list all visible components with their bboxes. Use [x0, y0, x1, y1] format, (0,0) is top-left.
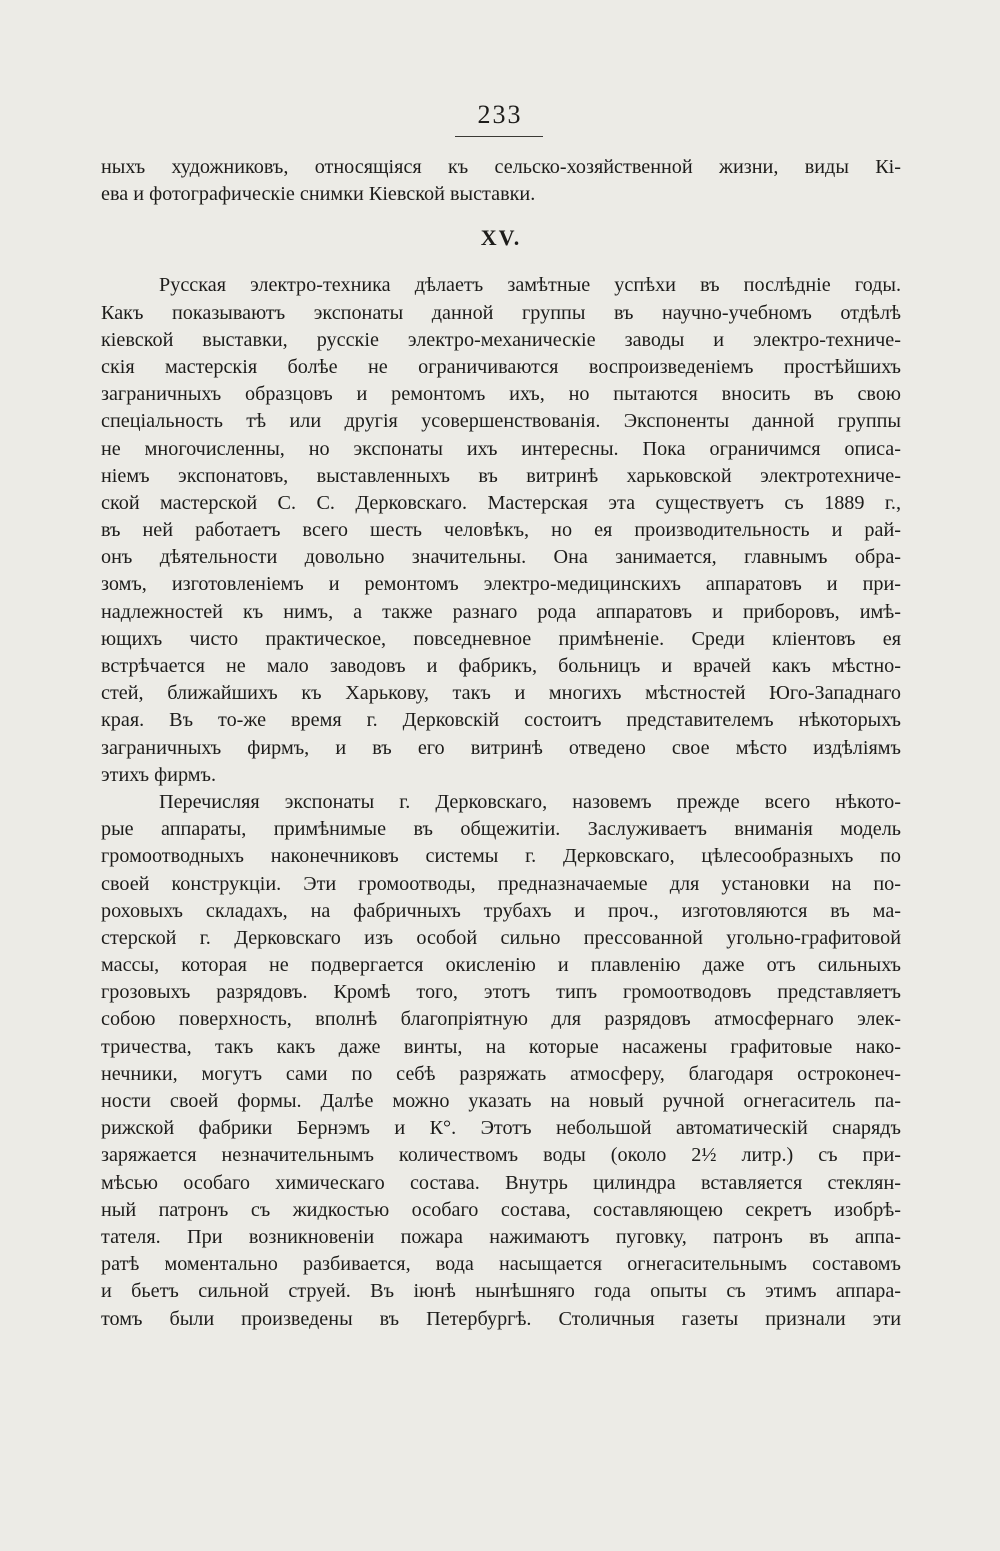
text-line: Русская электро-техника дѣлаетъ замѣтные успѣхи въ послѣдніе годы.: [159, 274, 901, 297]
text-line: Перечисляя экспонаты г. Дерковскаго, назовемъ прежде всего нѣкото-: [159, 790, 901, 813]
text-line: ратѣ моментально разбивается, вода насыщается огнегасительнымъ составомъ: [101, 1253, 901, 1276]
text-line: нечники, могутъ сами по себѣ разряжать атмосферу, благодаря остроконеч-: [101, 1062, 901, 1085]
text-line: массы, которая не подвергается окисленію и плавленію даже отъ сильныхъ: [101, 954, 901, 977]
text-line: ныхъ художниковъ, относящіяся къ сельско-хозяйственной жизни, виды Кі-: [101, 156, 901, 178]
body-text: [101, 154, 901, 1333]
continuation-paragraph: [101, 154, 901, 208]
text-line: тателя. При возникновеніи пожара нажимаютъ пуговку, патронъ въ аппа-: [101, 1225, 901, 1248]
text-line: грозовыхъ разрядовъ. Кромѣ того, этотъ типъ громоотводовъ представляетъ: [101, 981, 901, 1004]
text-line: заграничныхъ фирмъ, и въ его витринѣ отведено свое мѣсто издѣліямъ: [101, 736, 901, 759]
paragraph-2: [101, 789, 901, 1333]
text-line: не многочисленны, но экспонаты ихъ интересны. Пока ограничимся описа-: [101, 437, 901, 460]
text-line: края. Въ то-же время г. Дерковскій состоитъ представителемъ нѣкоторыхъ: [101, 709, 901, 732]
page-number-rule: [455, 136, 543, 137]
text-line: зомъ, изготовленіемъ и ремонтомъ электро-медицинскихъ аппаратовъ и при-: [101, 573, 901, 596]
text-line: въ ней работаетъ всего шесть человѣкъ, но ея производительность и рай-: [101, 519, 901, 542]
text-line: томъ были произведены въ Петербургѣ. Столичныя газеты признали эти: [101, 1307, 901, 1330]
text-line: скія мастерскія болѣе не ограничиваются воспроизведеніемъ простѣйшихъ: [101, 355, 901, 378]
text-line: ности своей формы. Далѣе можно указать на новый ручной огнегаситель па-: [101, 1090, 901, 1112]
paragraph-1: [101, 272, 901, 789]
text-line: роховыхъ складахъ, на фабричныхъ трубахъ и проч., изготовляются въ ма-: [101, 899, 901, 922]
text-line: Какъ показываютъ экспонаты данной группы въ научно-учебномъ отдѣлѣ: [101, 301, 901, 324]
text-line: мѣсью особаго химическаго состава. Внутрь цилиндра вставляется стеклян-: [101, 1171, 901, 1194]
text-line: онъ дѣятельности довольно значительны. Она занимается, главнымъ обра-: [101, 546, 901, 569]
text-line: ный патронъ съ жидкостью особаго состава, составляющею секретъ изобрѣ-: [101, 1198, 901, 1221]
text-line: ской мастерской С. С. Дерковскаго. Мастерская эта существуетъ съ 1889 г.,: [101, 491, 901, 514]
text-line: этихъ фирмъ.: [101, 763, 217, 786]
text-line: ющихъ чисто практическое, повседневное примѣненіе. Среди кліентовъ ея: [101, 627, 901, 650]
section-heading: XV.: [480, 225, 522, 251]
text-line: рые аппараты, примѣнимые въ общежитіи. Заслуживаетъ вниманія модель: [101, 818, 901, 841]
text-line: заряжается незначительнымъ количествомъ воды (около 2½ литр.) съ при-: [101, 1144, 901, 1167]
text-line: заграничныхъ образцовъ и ремонтомъ ихъ, но пытаются вносить въ свою: [101, 383, 901, 406]
text-line: кіевской выставки, русскіе электро-механическіе заводы и электро-техниче-: [101, 328, 901, 351]
text-line: ева и фотографическіе снимки Кіевской выставки.: [101, 183, 536, 206]
text-line: надлежностей къ нимъ, а также разнаго рода аппаратовъ и приборовъ, имѣ-: [101, 600, 901, 623]
text-line: рижской фабрики Бернэмъ и К°. Этотъ небольшой автоматическій снарядъ: [101, 1117, 901, 1140]
text-line: собою поверхность, вполнѣ благопріятную для разрядовъ атмосфернаго элек-: [101, 1008, 901, 1031]
text-line: и бьетъ сильной струей. Въ іюнѣ нынѣшняго года опыты съ этимъ аппара-: [101, 1280, 901, 1303]
text-line: своей конструкціи. Эти громоотводы, предназначаемые для установки на по-: [101, 872, 901, 895]
text-line: встрѣчается не мало заводовъ и фабрикъ, больницъ и врачей какъ мѣстно-: [101, 655, 901, 677]
text-line: ніемъ экспонатовъ, выставленныхъ въ витринѣ харьковской электротехниче-: [101, 464, 901, 487]
text-line: громоотводныхъ наконечниковъ системы г. Дерковскаго, цѣлесообразныхъ по: [101, 845, 901, 868]
text-line: стей, ближайшихъ къ Харькову, такъ и многихъ мѣстностей Юго-Западнаго: [101, 682, 901, 705]
text-line: стерской г. Дерковскаго изъ особой сильно прессованной угольно-графитовой: [101, 926, 901, 949]
text-line: тричества, такъ какъ даже винты, на которые насажены графитовые нако-: [101, 1035, 901, 1058]
text-line: спеціальность тѣ или другія усовершенствованія. Экспоненты данной группы: [101, 410, 901, 433]
page-number: 233: [477, 100, 523, 129]
